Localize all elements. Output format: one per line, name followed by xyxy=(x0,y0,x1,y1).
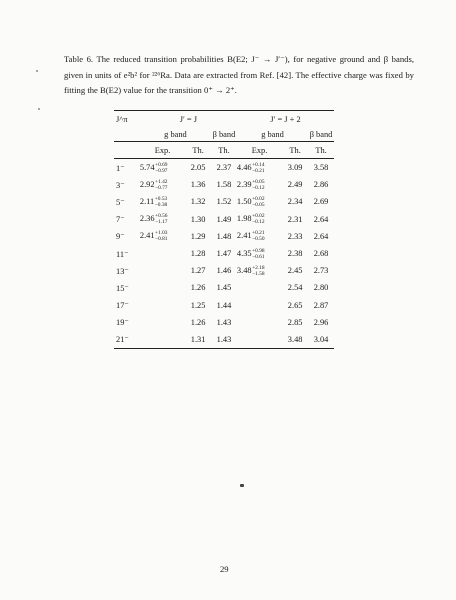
row-jpi: 21⁻ xyxy=(114,331,140,349)
row-jpi: 9⁻ xyxy=(116,232,125,242)
cell-th-beta-same: 1.48 xyxy=(216,231,232,241)
exp-value: 4.35 xyxy=(236,248,252,258)
cell-exp-same xyxy=(140,193,185,210)
header-th-beta-1: Th. xyxy=(218,145,230,155)
cell-exp-plus2 xyxy=(237,176,282,193)
header-band-g-2: g band xyxy=(261,129,284,139)
header-band-beta-2: β band xyxy=(309,129,333,139)
cell-th-g-plus2: 2.34 xyxy=(287,197,303,207)
cell-exp-plus2 xyxy=(237,331,282,349)
cell-th-g-same: 2.05 xyxy=(190,163,206,173)
exp-uncertainty-down: −0.81 xyxy=(155,236,168,243)
table-row xyxy=(114,176,334,193)
header-th-g-1: Th. xyxy=(192,145,204,155)
table-row xyxy=(114,331,334,349)
exp-value: 4.46 xyxy=(236,162,252,172)
exp-value: 2.11 xyxy=(139,196,155,206)
exp-uncertainty-down: −0.12 xyxy=(252,219,265,226)
cell-exp-plus2 xyxy=(237,159,282,177)
cell-th-beta-plus2: 2.64 xyxy=(313,231,329,241)
cell-th-g-same: 1.32 xyxy=(190,197,206,207)
cell-th-beta-plus2: 2.96 xyxy=(313,317,329,327)
table-row xyxy=(114,159,334,177)
cell-th-beta-plus2: 2.68 xyxy=(313,249,329,259)
cell-th-g-same: 1.31 xyxy=(185,331,211,349)
caption-line-3: fixed by fitting the B(E2) value for the transition 0⁺ → 2⁺. xyxy=(64,69,414,96)
cell-exp-same xyxy=(140,331,185,349)
cell-th-g-plus2: 2.65 xyxy=(287,300,303,310)
table-row xyxy=(114,228,334,245)
header-exp-2: Exp. xyxy=(251,145,268,155)
table-row xyxy=(114,314,334,331)
exp-value: 5.74 xyxy=(139,162,155,172)
exp-uncertainty-down: −0.61 xyxy=(252,253,265,260)
cell-th-g-plus2: 2.54 xyxy=(287,283,303,293)
cell-th-g-plus2: 2.85 xyxy=(287,317,303,327)
exp-uncertainty-down: −0.50 xyxy=(252,236,265,243)
ink-mark xyxy=(240,484,244,487)
header-th-g-2: Th. xyxy=(289,145,301,155)
cell-exp-same xyxy=(140,245,185,262)
cell-th-beta-plus2: 2.73 xyxy=(313,266,329,276)
exp-uncertainty-down: −0.77 xyxy=(155,184,168,191)
table-row xyxy=(114,297,334,314)
caption-line-2: bands, given in units of e²b² for ²²⁶Ra. Data are extracted from Ref. [42]. The effective charge was xyxy=(64,54,414,80)
exp-uncertainty-up: +0.69 xyxy=(155,161,168,168)
cell-th-beta-same: 1.49 xyxy=(216,214,232,224)
exp-uncertainty-up: +0.53 xyxy=(154,195,168,202)
cell-th-g-plus2: 2.33 xyxy=(287,231,303,241)
cell-th-g-same: 1.28 xyxy=(190,249,206,259)
exp-uncertainty-down: −0.21 xyxy=(252,167,265,174)
exp-uncertainty-up: +1.03 xyxy=(155,230,168,237)
exp-uncertainty-up: +2.18 xyxy=(252,264,265,271)
caption-line-1: Table 6. The reduced transition probabilities B(E2; J⁻ → J′⁻), for negative ground and β xyxy=(64,54,389,64)
header-group-plus2: J′ = J + 2 xyxy=(270,114,301,124)
cell-exp-same xyxy=(140,297,185,314)
be2-table xyxy=(114,110,334,349)
exp-uncertainty-up: +0.14 xyxy=(252,161,265,168)
table-body xyxy=(114,159,334,349)
exp-uncertainty-down: −0.97 xyxy=(155,167,168,174)
cell-th-beta-same: 1.43 xyxy=(211,331,237,349)
exp-uncertainty xyxy=(252,162,264,174)
exp-uncertainty xyxy=(252,196,264,208)
header-band-g-1: g band xyxy=(164,129,187,139)
cell-th-beta-same: 1.58 xyxy=(216,180,232,190)
cell-th-g-same: 1.26 xyxy=(190,317,206,327)
row-jpi: 1⁻ xyxy=(116,163,125,173)
cell-th-g-same: 1.30 xyxy=(190,214,206,224)
header-jpi: J^π xyxy=(116,114,128,124)
cell-th-beta-plus2: 3.58 xyxy=(313,163,329,173)
cell-exp-same xyxy=(140,262,185,279)
cell-th-g-plus2: 3.09 xyxy=(287,163,303,173)
cell-th-beta-same: 1.43 xyxy=(216,317,232,327)
exp-uncertainty xyxy=(155,179,167,191)
row-jpi: 15⁻ xyxy=(116,283,129,293)
cell-th-beta-plus2: 3.04 xyxy=(308,331,334,349)
cell-th-beta-same: 1.44 xyxy=(216,300,232,310)
table-row xyxy=(114,279,334,296)
cell-exp-same xyxy=(140,314,185,331)
row-jpi: 11⁻ xyxy=(116,249,129,259)
row-jpi: 19⁻ xyxy=(116,318,129,328)
cell-exp-same xyxy=(140,176,185,193)
exp-uncertainty-up: +0.56 xyxy=(155,213,168,220)
exp-uncertainty-up: +0.05 xyxy=(252,178,265,185)
cell-th-g-same: 1.29 xyxy=(190,231,206,241)
cell-th-beta-same: 1.52 xyxy=(216,197,232,207)
exp-value: 2.36 xyxy=(139,214,155,224)
cell-exp-same xyxy=(140,228,185,245)
exp-value: 2.41 xyxy=(236,231,252,241)
exp-value: 1.50 xyxy=(236,196,252,206)
row-jpi: 17⁻ xyxy=(116,301,129,311)
cell-th-g-same: 1.36 xyxy=(190,180,206,190)
exp-uncertainty xyxy=(155,162,167,174)
cell-th-beta-same: 1.47 xyxy=(216,249,232,259)
cell-th-g-plus2: 2.45 xyxy=(287,266,303,276)
cell-exp-same xyxy=(140,159,185,177)
exp-uncertainty xyxy=(252,179,264,191)
row-jpi: 3⁻ xyxy=(116,180,125,190)
header-th-beta-2: Th. xyxy=(315,145,327,155)
cell-th-g-plus2: 3.48 xyxy=(282,331,308,349)
cell-th-g-plus2: 2.49 xyxy=(287,180,303,190)
cell-th-beta-plus2: 2.87 xyxy=(313,300,329,310)
exp-value: 1.98 xyxy=(236,214,252,224)
exp-uncertainty-up: +0.02 xyxy=(252,195,265,202)
cell-th-beta-plus2: 2.80 xyxy=(313,283,329,293)
exp-uncertainty xyxy=(155,230,167,242)
header-band-beta-1: β band xyxy=(212,129,236,139)
cell-exp-plus2 xyxy=(237,193,282,210)
exp-uncertainty-down: −1.17 xyxy=(155,219,168,226)
cell-th-beta-same: 2.37 xyxy=(216,163,232,173)
exp-uncertainty xyxy=(155,196,167,208)
cell-th-beta-same: 1.46 xyxy=(216,266,232,276)
exp-uncertainty-up: +0.02 xyxy=(252,213,265,220)
exp-value: 2.41 xyxy=(139,231,155,241)
row-jpi: 7⁻ xyxy=(116,215,125,225)
cell-exp-plus2 xyxy=(237,245,282,262)
table-row xyxy=(114,193,334,210)
cell-th-g-plus2: 2.38 xyxy=(287,249,303,259)
header-group-same: J′ = J xyxy=(179,114,198,124)
cell-exp-same xyxy=(140,211,185,228)
exp-uncertainty xyxy=(252,213,264,225)
table-row xyxy=(114,262,334,279)
cell-exp-plus2 xyxy=(237,262,282,279)
exp-uncertainty-down: −0.38 xyxy=(154,201,168,208)
cell-exp-plus2 xyxy=(237,211,282,228)
page-number: 29 xyxy=(220,564,229,574)
row-jpi: 5⁻ xyxy=(116,197,125,207)
exp-uncertainty-up: +1.42 xyxy=(155,178,168,185)
exp-uncertainty xyxy=(252,230,264,242)
table-caption xyxy=(64,52,414,99)
exp-uncertainty xyxy=(252,265,264,277)
cell-th-beta-plus2: 2.69 xyxy=(313,197,329,207)
cell-exp-same xyxy=(140,279,185,296)
cell-th-g-same: 1.26 xyxy=(190,283,206,293)
exp-uncertainty-down: −0.12 xyxy=(252,184,265,191)
cell-th-beta-plus2: 2.86 xyxy=(313,180,329,190)
exp-uncertainty-down: −0.05 xyxy=(252,201,265,208)
row-jpi: 13⁻ xyxy=(116,266,129,276)
cell-th-g-plus2: 2.31 xyxy=(287,214,303,224)
cell-exp-plus2 xyxy=(237,228,282,245)
exp-uncertainty-up: +0.98 xyxy=(252,247,265,254)
exp-value: 2.39 xyxy=(236,179,252,189)
cell-exp-plus2 xyxy=(237,314,282,331)
cell-th-g-same: 1.25 xyxy=(190,300,206,310)
speck xyxy=(38,108,40,110)
cell-th-g-same: 1.27 xyxy=(190,266,206,276)
header-exp-1: Exp. xyxy=(154,145,171,155)
exp-uncertainty xyxy=(155,213,167,225)
cell-th-beta-same: 1.45 xyxy=(216,283,232,293)
exp-uncertainty-up: +0.21 xyxy=(252,230,265,237)
speck xyxy=(36,70,38,72)
table-row xyxy=(114,211,334,228)
cell-th-beta-plus2: 2.64 xyxy=(313,214,329,224)
table-row xyxy=(114,245,334,262)
exp-value: 3.48 xyxy=(236,265,252,275)
cell-exp-plus2 xyxy=(237,279,282,296)
exp-uncertainty xyxy=(252,248,264,260)
cell-exp-plus2 xyxy=(237,297,282,314)
exp-value: 2.92 xyxy=(139,179,155,189)
exp-uncertainty-down: −1.58 xyxy=(252,270,265,277)
